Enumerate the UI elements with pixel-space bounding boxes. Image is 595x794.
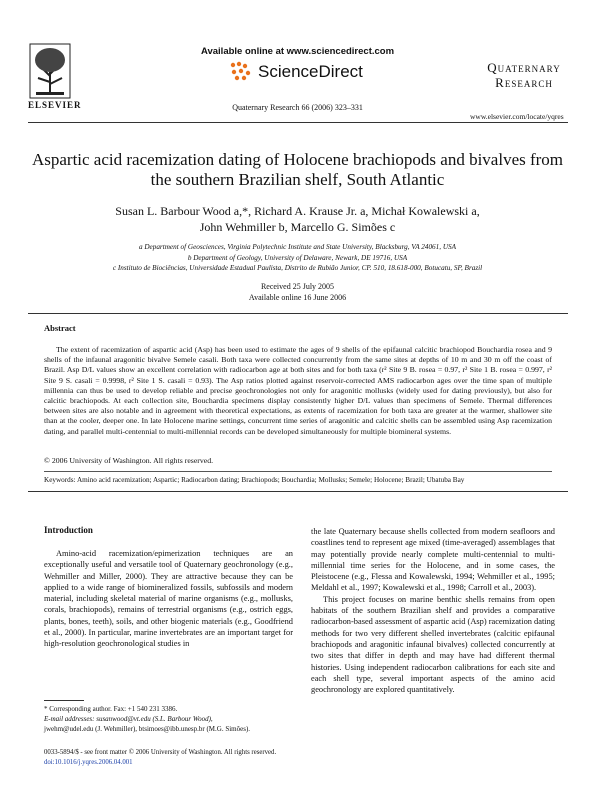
footnotes [44, 704, 304, 734]
publisher-name: ELSEVIER [28, 100, 82, 110]
issn-line: 0033-5894/$ - see front matter © 2006 University of Washington. All rights reserved. [44, 749, 277, 756]
available-date: Available online 16 June 2006 [248, 293, 347, 302]
footnote-divider [44, 700, 84, 701]
abstract-heading: Abstract [44, 323, 76, 333]
intro-paragraph-2: This project focuses on marine benthic shells remains from open habitats of the southern Brazilian shelf and provides a comparative radiocarbon-based assessment of aspartic acid (Asp) racemization dating methods for two very different shelled invertebrates (calcitic epifaunal brachiopods and aragonitic infaunal bivalves) collected concurrently at two sites that differ in depth and may have had different thermal histories. Using independent radiocarbon calibrations for each site and each shell type, several important aspects of the amino acid geochronology are explored quantitatively. [311, 594, 555, 695]
journal-logo [474, 60, 574, 90]
authors-line-1: Susan L. Barbour Wood a,*, Richard A. Krause Jr. a, Michał Kowalewski a, [115, 204, 480, 218]
doi-link[interactable]: doi:10.1016/j.yqres.2006.04.001 [44, 758, 133, 766]
authors-line-2: John Wehmiller b, Marcello G. Simões c [199, 220, 396, 234]
intro-paragraph-1: Amino-acid racemization/epimerization techniques are an exceptionally useful and versatile tool of Quaternary geochronology (e.g., Wehmiller and Miller, 2000). They are attractive because they can be applied to a wide range of biomineralized fossils, subfossils and modern material, including skeletal material of marine organisms (e.g., mollusks, corals, brachiopods), remains of terrestrial organisms (e.g., ostrich eggs, plants, bones, teeth), soils, and other biogenic materials (e.g., Goodfriend et al., 2000). In particular, marine invertebrates are an important target for high-resolution geochronological studies in [44, 549, 293, 649]
sciencedirect-logo-text: ScienceDirect [258, 62, 363, 81]
corresponding-author-note: * Corresponding author. Fax: +1 540 231 3386. [44, 705, 178, 713]
received-date: Received 25 July 2005 [260, 282, 335, 291]
header-divider [28, 122, 568, 123]
right-column [311, 526, 555, 695]
abstract-copyright: © 2006 University of Washington. All rights reserved. [44, 456, 214, 465]
abstract-divider [44, 471, 552, 472]
affiliation-b: b Department of Geology, University of Delaware, Newark, DE 19716, USA [187, 253, 408, 262]
keywords: Keywords: Amino acid racemization; Aspartic; Radiocarbon dating; Brachiopods; Bouchardia; Mollusks; Semele; Holocene; Brazil; Ubatuba Bay [44, 476, 465, 484]
section-heading-introduction: Introduction [44, 525, 93, 535]
affiliations [30, 242, 565, 274]
journal-logo-line1: Quaternary [487, 60, 561, 75]
keywords-divider [28, 491, 568, 492]
article-title: Aspartic acid racemization dating of Holocene brachiopods and bivalves from the southern Brazilian shelf, South Atlantic [31, 150, 564, 189]
article-dates [0, 281, 595, 303]
title-divider [28, 313, 568, 314]
front-matter [44, 748, 344, 767]
affiliation-a: a Department of Geosciences, Virginia Polytechnic Institute and State University, Blacksburg, VA 24061, USA [138, 243, 457, 251]
email-addresses-line-1[interactable]: E-mail addresses: susanwood@vt.edu (S.L. Barbour Wood), [44, 715, 213, 723]
journal-logo-line2: Research [495, 75, 553, 90]
journal-reference: Quaternary Research 66 (2006) 323–331 [232, 103, 363, 112]
journal-url-link[interactable]: www.elsevier.com/locate/yqres [470, 112, 564, 121]
email-addresses-line-2[interactable]: jwehm@udel.edu (J. Wehmiller), btsimoes@ibb.unesp.br (M.G. Simões). [44, 725, 251, 733]
intro-paragraph-1-continued: the late Quaternary because shells collected from modern seafloors and coastlines tend to represent age mixed (time-averaged) assemblages that may potentially provide nearly complete multi-centennial to multi-millennial time series for the Holocene, and in some cases, the Pleistocene (e.g., Flessa and Kowalewski, 1994; Wehmiller et al., 1995; Meldahl et al., 1997; Kowalewski et al., 1998; Carroll et al., 2003). [311, 527, 555, 593]
author-list [40, 203, 555, 235]
available-online-text[interactable]: Available online at www.sciencedirect.com [200, 46, 395, 57]
left-column [44, 548, 293, 650]
sciencedirect-icon [228, 60, 254, 87]
affiliation-c: c Instituto de Biociências, Universidade Estadual Paulista, Distrito de Rubião Junior, CP. 510, 18.618-000, Botucatu, SP, Brazil [112, 264, 483, 272]
abstract-text: The extent of racemization of aspartic acid (Asp) has been used to estimate the ages of 9 shells of the epifaunal calcitic brachiopod Bouchardia rosea and 9 shells of the infaunal aragonitic bivalve Semele casali. Both taxa were collected concurrently from the same sites at depths of 10 m and 30 m off the coast of Brazil. Asp D/L values show an excellent correlation with radiocarbon age at both sites and for both taxa (r² Site 9 B. rosea = 0.97, r² Site 1 B. rosea = 0.997, r² Site 9 S. casali = 0.9998, r² Site 1 S. casali = 0.93). The Asp ratios plotted against reservoir-corrected AMS radiocarbon ages over the time span of multiple millennia can thus be used to develop reliable and precise geochronologies not only for aragonitic mollusks (widely used for dating previously), but also for calcitic brachiopods. At each collection site, Bouchardia specimens display consistently higher D/L values than specimens of Semele. Thermal differences between sites are also notable and in agreement with theoretical expectations, as extents of racemization for both taxa are greater at the warmer, shallower site than at the cooler, deeper one. In late Holocene marine settings, concurrent time series of aragonitic and calcitic shells can be assembled using Asp racemization dating, and parallel multi-centennial to multi-millennial records can be developed simultaneously for multiple biomineral systems. [44, 345, 552, 436]
